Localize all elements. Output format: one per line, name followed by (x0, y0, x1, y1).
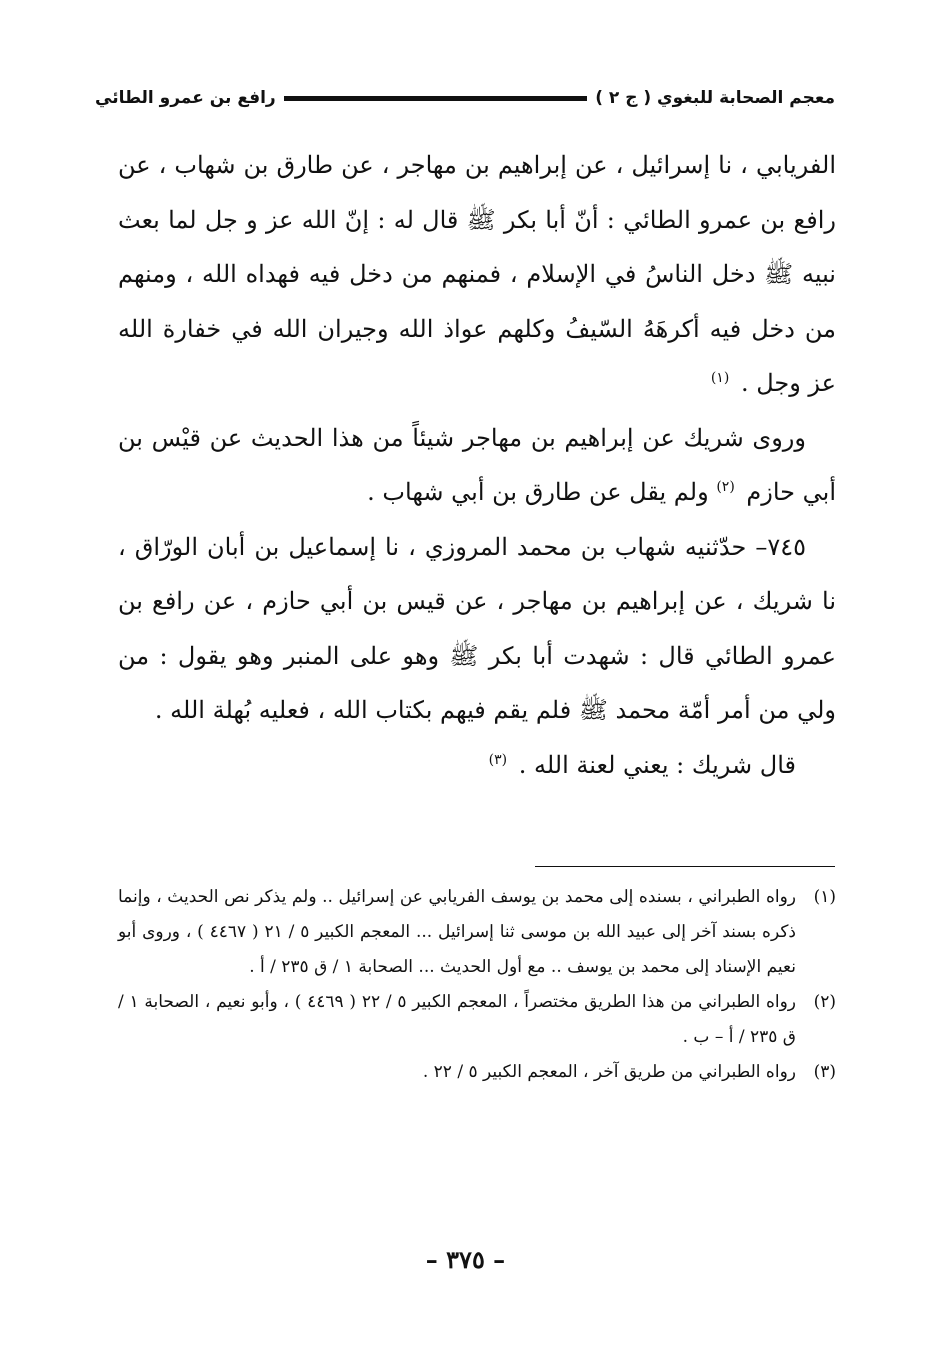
main-text (118, 138, 836, 792)
footnote-separator (535, 866, 835, 867)
header-rule (284, 96, 588, 101)
footnote-text: رواه الطبراني من طريق آخر ، المعجم الكبير ٥ / ٢٢ . (422, 1062, 796, 1082)
paragraph-tail: ولم يقل عن طارق بن أبي شهاب . (367, 478, 709, 506)
footnotes (118, 880, 836, 1090)
footnote-ref-1: (١) (710, 370, 730, 386)
paragraph-4 (118, 738, 836, 793)
paragraph-text: ٧٤٥– حدّثنيه شهاب بن محمد المروزي ، نا إسماعيل بن أبان الورّاق ، نا شريك ، عن إبراهيم بن مهاجر ، عن قيس بن أبي حازم ، عن رافع بن عمرو الطائي قال : شهدت أبا بكر ﷺ وهو على المنبر وهو يقول : من ولي من أمر أمّة محمد ﷺ فلم يقم فيهم بكتاب الله ، فعليه بُهلة الله . (118, 532, 836, 724)
footnote-3 (118, 1055, 836, 1090)
footnote-number: (١) (813, 887, 836, 907)
header-entry-name: رافع بن عمرو الطائي (95, 88, 276, 108)
footnote-ref-2: (٢) (716, 479, 735, 495)
footnote-1 (118, 880, 836, 985)
paragraph-text: الفريابي ، نا إسرائيل ، عن إبراهيم بن مهاجر ، عن طارق بن شهاب ، عن رافع بن عمرو الطائي : أنّ أبا بكر ﷺ قال له : إنّ الله عز و جل لما بعث نبيه ﷺ دخل الناسُ في الإسلام ، فمنهم من دخل فيه فهداه الله ، ومنهم من دخل فيه أكرهَهُ السّيفُ وكلهم عواذ الله وجيران الله في خفارة الله عز وجل . (118, 151, 836, 397)
paragraph-text: وروى شريك عن إبراهيم بن مهاجر شيئاً من هذا الحديث عن قيْس بن أبي حازم (118, 423, 836, 506)
footnote-2 (118, 985, 836, 1055)
header-book-title: معجم الصحابة للبغوي ( ج ٢ ) (595, 88, 835, 108)
page-number: – ٣٧٥ – (425, 1245, 506, 1274)
paragraph-1 (118, 138, 836, 411)
footnote-text: رواه الطبراني من هذا الطريق مختصراً ، المعجم الكبير ٥ / ٢٢ ( ٤٤٦٩ ) ، وأبو نعيم ، الصحابة ١ / ق ٢٣٥ / أ – ب . (118, 992, 796, 1047)
footnote-number: (٣) (813, 1062, 836, 1082)
paragraph-2 (118, 411, 836, 520)
footnote-ref-3: (٣) (488, 751, 508, 768)
paragraph-text: قال شريك : يعني لعنة الله . (518, 750, 796, 779)
paragraph-3 (118, 520, 836, 738)
running-header (95, 78, 835, 118)
footnote-number: (٢) (813, 992, 836, 1012)
footnote-text: رواه الطبراني ، بسنده إلى محمد بن يوسف الفريابي عن إسرائيل .. ولم يذكر نص الحديث ، وإنما ذكره بسند آخر إلى عبيد الله بن موسى ثنا إسرائيل ... المعجم الكبير ٥ / ٢١ ( ٤٤٦٧ ) ، وروى أبو نعيم الإسناد إلى محمد بن يوسف .. مع أول الحديث ... الصحابة ١ / ق ٢٣٥ / أ . (118, 887, 796, 977)
